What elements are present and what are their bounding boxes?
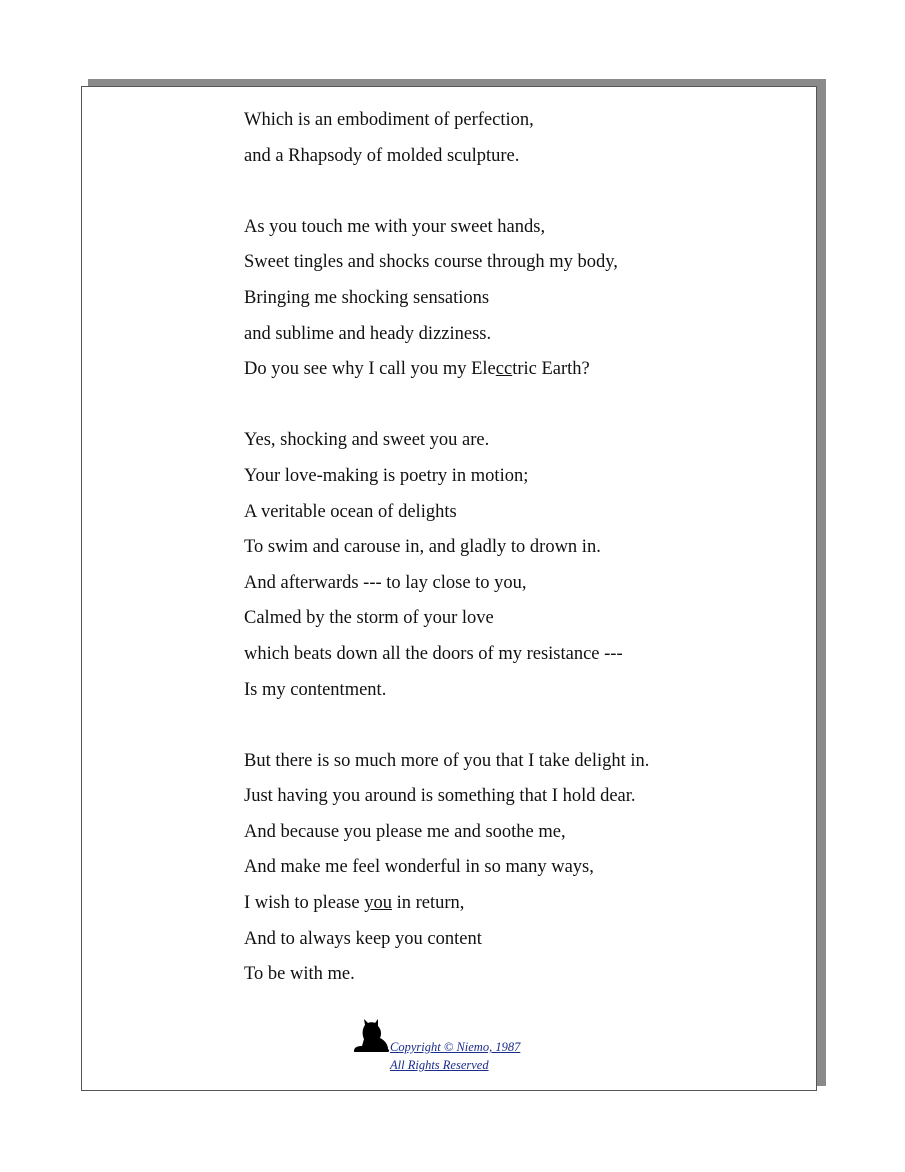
poem-line: which beats down all the doors of my resistance ---: [244, 643, 623, 664]
poem-line: Yes, shocking and sweet you are.: [244, 430, 490, 451]
poem-line: A veritable ocean of delights: [244, 501, 457, 522]
underlined-text: you: [364, 893, 392, 914]
poem-line: [244, 886, 804, 922]
poem-line: Your love-making is poetry in motion;: [244, 465, 529, 486]
poem-line-text: I wish to please: [244, 893, 365, 914]
poem-line: And make me feel wonderful in so many ways,: [244, 857, 594, 878]
poem-line: Sweet tingles and shocks course through my body,: [244, 252, 618, 273]
poem-line: Just having you around is something that I hold dear.: [244, 786, 636, 807]
stanza-break: [244, 708, 804, 744]
poem-line: But there is so much more of you that I take delight in.: [244, 750, 650, 771]
poem-line: Is my contentment.: [244, 679, 387, 700]
copyright-link[interactable]: Copyright © Niemo, 1987: [390, 1040, 521, 1054]
poem-line: And because you please me and soothe me,: [244, 821, 566, 842]
poem-line: [244, 352, 804, 388]
poem-line: Calmed by the storm of your love: [244, 608, 494, 629]
underlined-text: cc: [495, 359, 513, 380]
poem-line-text: Do you see why I call you my Ele: [244, 359, 496, 380]
stanza-break: [244, 174, 804, 210]
poem-line: and sublime and heady dizziness.: [244, 323, 492, 344]
poem-page: [81, 86, 817, 1091]
poem-line: and a Rhapsody of molded sculpture.: [244, 145, 520, 166]
stanza-break: [244, 388, 804, 424]
poem-line: And to always keep you content: [244, 928, 482, 949]
poem-line: To be with me.: [244, 964, 355, 985]
poem-body: [244, 103, 804, 993]
poem-line-text: in return,: [391, 893, 465, 914]
rights-reserved-link[interactable]: All Rights Reserved: [390, 1058, 489, 1072]
poem-line: To swim and carouse in, and gladly to drown in.: [244, 537, 601, 558]
poem-line-text: tric Earth?: [512, 359, 590, 380]
copyright-footer: [352, 1017, 612, 1077]
poem-line: Bringing me shocking sensations: [244, 287, 490, 308]
cat-silhouette-icon: [352, 1017, 392, 1053]
poem-line: And afterwards --- to lay close to you,: [244, 572, 527, 593]
poem-line: As you touch me with your sweet hands,: [244, 216, 546, 237]
poem-line: Which is an embodiment of perfection,: [244, 110, 534, 130]
